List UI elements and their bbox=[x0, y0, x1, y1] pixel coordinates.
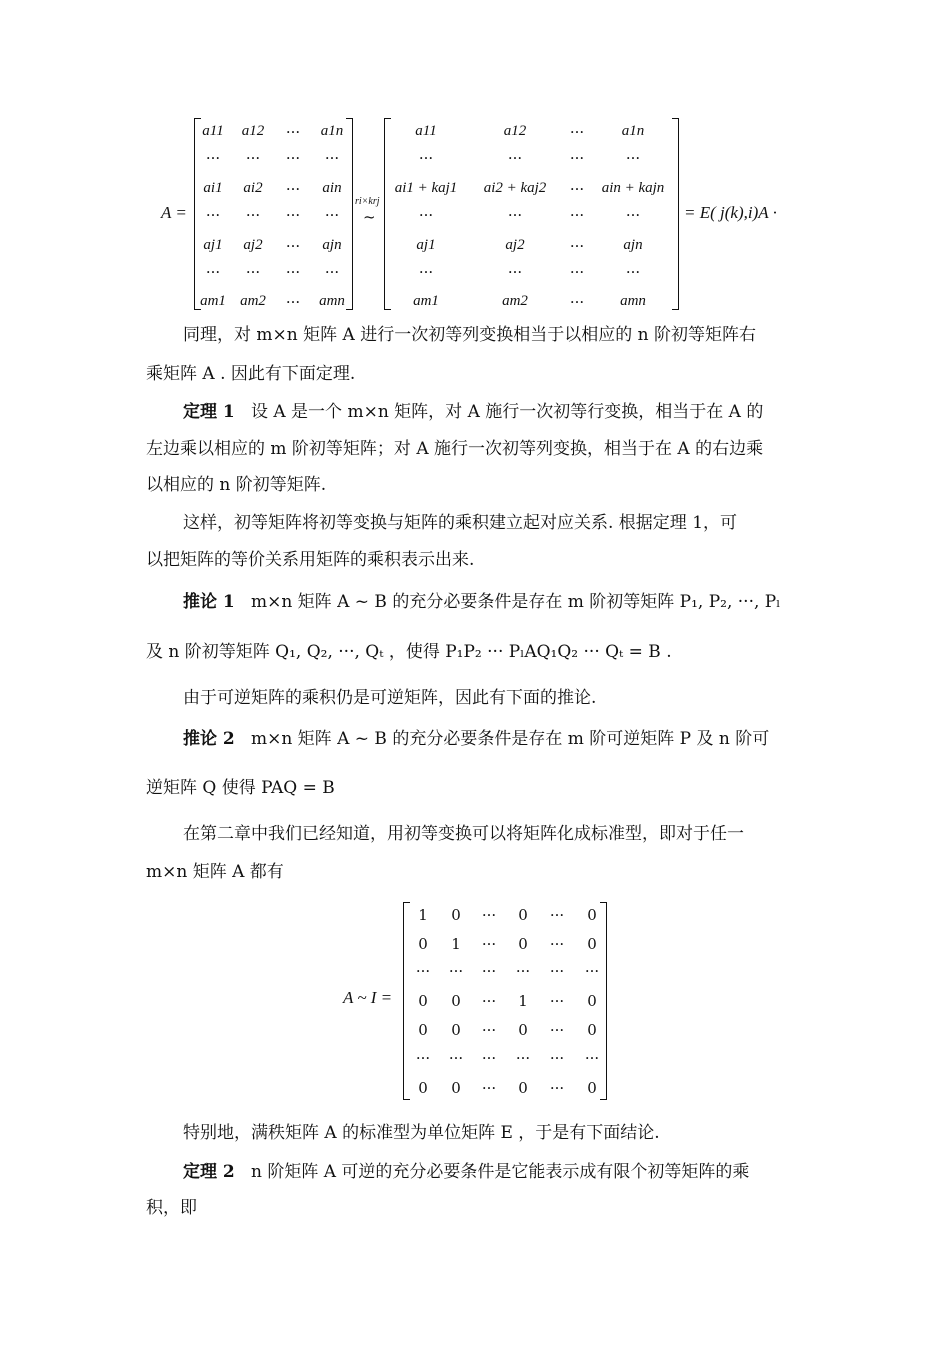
matrix-cell: ··· bbox=[324, 149, 340, 167]
matrix-cell: 1 bbox=[518, 992, 528, 1010]
matrix-cell: ··· bbox=[285, 149, 301, 167]
matrix-cell: ··· bbox=[549, 935, 565, 953]
matrix-cell: ··· bbox=[245, 263, 261, 281]
matrix-cell: ··· bbox=[549, 1021, 565, 1039]
matrix-cell: ··· bbox=[569, 293, 585, 311]
matrix-cell: ··· bbox=[205, 149, 221, 167]
corollary-2-text: m×n 矩阵 A ~ B 的充分必要条件是存在 m 阶可逆矩阵 P 及 n 阶可 bbox=[250, 729, 770, 749]
theorem-2-cont: 积，即 bbox=[146, 1198, 197, 1218]
matrix-cell: ··· bbox=[245, 206, 261, 224]
matrix-cell: am1 bbox=[413, 293, 439, 309]
matrix-cell: ··· bbox=[324, 206, 340, 224]
matrix-cell: 0 bbox=[518, 1079, 528, 1097]
matrix-cell: ··· bbox=[549, 1049, 565, 1067]
matrix-cell: a11 bbox=[202, 123, 224, 139]
matrix-cell: ai2 bbox=[243, 180, 263, 196]
matrix-cell: ··· bbox=[569, 123, 585, 141]
matrix-cell: ··· bbox=[324, 263, 340, 281]
paragraph-standard-form: 在第二章中我们已经知道，用初等变换可以将矩阵化成标准型，即对于任一 bbox=[183, 824, 744, 844]
matrix-cell: ··· bbox=[481, 906, 497, 924]
std-matrix-bracket-close bbox=[600, 902, 607, 1100]
matrix-cell: 0 bbox=[518, 935, 528, 953]
matrix-cell: ··· bbox=[549, 992, 565, 1010]
matrix-cell: ··· bbox=[245, 149, 261, 167]
corollary-2-label: 推论 2 bbox=[183, 729, 235, 749]
matrix-cell: ai1 + kaj1 bbox=[394, 180, 458, 196]
matrix-cell: aj2 bbox=[505, 237, 525, 253]
paragraph-standard-form-cont: m×n 矩阵 A 都有 bbox=[146, 862, 284, 882]
theorem-1-cont-2: 以相应的 n 阶初等矩阵. bbox=[146, 475, 327, 495]
paragraph-column-transform: 同理，对 m×n 矩阵 A 进行一次初等列变换相当于以相应的 n 阶初等矩阵右 bbox=[183, 325, 756, 345]
matrix-cell: ··· bbox=[481, 1079, 497, 1097]
matrix-cell: ··· bbox=[448, 1049, 464, 1067]
paragraph-full-rank: 特别地，满秩矩阵 A 的标准型为单位矩阵 E ，于是有下面结论. bbox=[183, 1123, 660, 1143]
matrix-cell: ··· bbox=[515, 962, 531, 980]
matrix-cell: amn bbox=[620, 293, 646, 309]
matrix-cell: ··· bbox=[418, 263, 434, 281]
matrix-cell: a12 bbox=[503, 123, 527, 139]
matrix-cell: ··· bbox=[481, 935, 497, 953]
matrix-cell: 0 bbox=[587, 935, 597, 953]
matrix-cell: 0 bbox=[451, 906, 461, 924]
matrix-cell: ··· bbox=[515, 1049, 531, 1067]
row-operation-label: ri×krj bbox=[355, 196, 380, 207]
matrix-cell: ··· bbox=[584, 962, 600, 980]
matrix-cell: ··· bbox=[481, 1049, 497, 1067]
corollary-1-text: m×n 矩阵 A ~ B 的充分必要条件是存在 m 阶初等矩阵 P₁, P₂, ···, Pₗ bbox=[250, 592, 781, 612]
matrix-cell: ··· bbox=[415, 962, 431, 980]
matrix-cell: 0 bbox=[587, 1079, 597, 1097]
theorem-1-label: 定理 1 bbox=[183, 402, 235, 422]
matrix-cell: ··· bbox=[549, 1079, 565, 1097]
matrix-cell: ··· bbox=[418, 149, 434, 167]
matrix-cell: 0 bbox=[587, 992, 597, 1010]
matrix-cell: ··· bbox=[549, 906, 565, 924]
matrix-cell: ··· bbox=[285, 237, 301, 255]
matrix-cell: ··· bbox=[481, 1021, 497, 1039]
matrix-cell: am2 bbox=[240, 293, 266, 309]
matrix-cell: ··· bbox=[549, 962, 565, 980]
matrix-cell: ··· bbox=[205, 263, 221, 281]
matrix-cell: ··· bbox=[448, 962, 464, 980]
theorem-2-label: 定理 2 bbox=[183, 1162, 235, 1182]
matrix-cell: ··· bbox=[625, 263, 641, 281]
theorem-2-text: n 阶矩阵 A 可逆的充分必要条件是它能表示成有限个初等矩阵的乘 bbox=[250, 1162, 750, 1182]
matrix-cell: ··· bbox=[569, 263, 585, 281]
matrix-cell: 0 bbox=[451, 1079, 461, 1097]
matrix-cell: 0 bbox=[418, 1079, 428, 1097]
theorem-1-cont-1: 左边乘以相应的 m 阶初等矩阵；对 A 施行一次初等列变换，相当于在 A 的右边乘 bbox=[146, 439, 764, 459]
corollary-1-label: 推论 1 bbox=[183, 592, 235, 612]
matrix-cell: 0 bbox=[418, 935, 428, 953]
matrix-cell: 0 bbox=[518, 906, 528, 924]
matrix-cell: a1n bbox=[320, 123, 344, 139]
equation-rhs: = E( j(k),i)A · bbox=[684, 203, 777, 222]
matrix-cell: ··· bbox=[507, 263, 523, 281]
theorem-1-text: 设 A 是一个 m×n 矩阵，对 A 施行一次初等行变换，相当于在 A 的 bbox=[250, 402, 764, 422]
matrix-cell: 0 bbox=[418, 992, 428, 1010]
matrix-cell: ··· bbox=[507, 149, 523, 167]
corollary-1-cont: 及 n 阶初等矩阵 Q₁, Q₂, ···, Qₜ ，使得 P₁P₂ ··· PₗAQ₁Q₂ ··· Qₜ = B . bbox=[146, 642, 672, 662]
matrix-cell: 0 bbox=[587, 906, 597, 924]
matrix-cell: ··· bbox=[507, 206, 523, 224]
matrix-cell: ··· bbox=[625, 149, 641, 167]
matrix-cell: am2 bbox=[502, 293, 528, 309]
matrix-cell: ain bbox=[322, 180, 342, 196]
paragraph-correspondence-cont: 以把矩阵的等价关系用矩阵的乘积表示出来. bbox=[146, 550, 475, 570]
matrix-cell: ··· bbox=[415, 1049, 431, 1067]
row-operation-tilde: ~ bbox=[363, 208, 376, 226]
equation-lhs: A = bbox=[161, 203, 187, 222]
matrix-cell: ··· bbox=[285, 206, 301, 224]
matrix-cell: ··· bbox=[569, 180, 585, 198]
matrix-cell: 0 bbox=[451, 992, 461, 1010]
matrix-cell: ··· bbox=[569, 237, 585, 255]
matrix-cell: am1 bbox=[200, 293, 226, 309]
paragraph-correspondence: 这样，初等矩阵将初等变换与矩阵的乘积建立起对应关系. 根据定理 1，可 bbox=[183, 513, 738, 533]
matrix-cell: ··· bbox=[481, 962, 497, 980]
matrix-cell: 0 bbox=[451, 1021, 461, 1039]
standard-form-lhs: A ~ I = bbox=[343, 988, 393, 1007]
matrix-cell: 1 bbox=[418, 906, 428, 924]
matrix-cell: ··· bbox=[285, 293, 301, 311]
matrix-cell: 0 bbox=[587, 1021, 597, 1039]
matrix-cell: ain + kajn bbox=[601, 180, 665, 196]
matrix-cell: amn bbox=[319, 293, 345, 309]
paragraph-column-transform-cont: 乘矩阵 A . 因此有下面定理. bbox=[146, 364, 356, 384]
theorem-2 bbox=[183, 1160, 845, 1184]
matrix-cell: ··· bbox=[285, 180, 301, 198]
paragraph-invertible-product: 由于可逆矩阵的乘积仍是可逆矩阵，因此有下面的推论. bbox=[183, 688, 597, 708]
matrix-cell: ai2 + kaj2 bbox=[483, 180, 547, 196]
matrix-cell: ··· bbox=[625, 206, 641, 224]
matrix-cell: ··· bbox=[584, 1049, 600, 1067]
matrix-cell: a1n bbox=[621, 123, 645, 139]
std-matrix-bracket-open bbox=[403, 902, 410, 1100]
matrix-cell: ai1 bbox=[203, 180, 223, 196]
matrix-cell: ··· bbox=[285, 263, 301, 281]
matrix-cell: aj1 bbox=[416, 237, 436, 253]
matrix-cell: 1 bbox=[451, 935, 461, 953]
matrix-cell: a12 bbox=[241, 123, 265, 139]
matrix-cell: ··· bbox=[418, 206, 434, 224]
matrix-cell: a11 bbox=[415, 123, 437, 139]
matrix-cell: aj2 bbox=[243, 237, 263, 253]
matrix-cell: ··· bbox=[205, 206, 221, 224]
matrix-cell: 0 bbox=[418, 1021, 428, 1039]
matrix-cell: ··· bbox=[481, 992, 497, 1010]
matrix-cell: ··· bbox=[285, 123, 301, 141]
matrix-cell: 0 bbox=[518, 1021, 528, 1039]
corollary-2-cont: 逆矩阵 Q 使得 PAQ = B bbox=[146, 778, 335, 798]
matrix-cell: ··· bbox=[569, 149, 585, 167]
matrix-cell: ··· bbox=[569, 206, 585, 224]
matrix-cell: ajn bbox=[322, 237, 342, 253]
matrix-cell: ajn bbox=[623, 237, 643, 253]
matrix-cell: aj1 bbox=[203, 237, 223, 253]
